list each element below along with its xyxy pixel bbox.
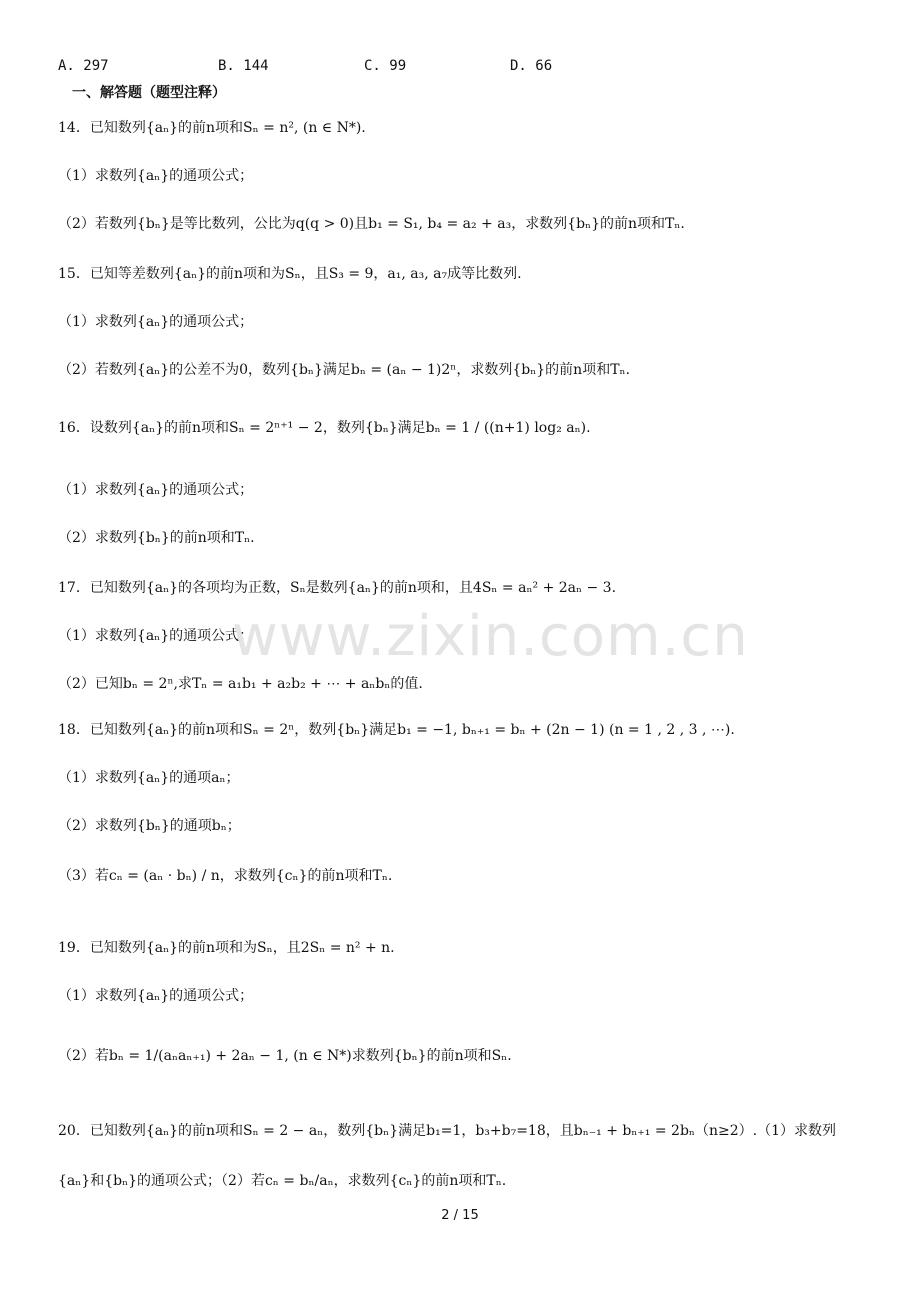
problem-19-part-2: （2）若bₙ = 1/(aₙaₙ₊₁) + 2aₙ − 1, (n ∈ N*)求数列{bₙ}的前n项和Sₙ. bbox=[58, 1048, 512, 1064]
problem-15-part-1: （1）求数列{aₙ}的通项公式； bbox=[58, 314, 254, 330]
section-title: 一、解答题（题型注释） bbox=[72, 85, 226, 101]
page-number: 2 / 15 bbox=[441, 1208, 479, 1223]
option-b: B. 144 bbox=[218, 58, 269, 74]
problem-17-part-2: （2）已知bₙ = 2ⁿ,求Tₙ = a₁b₁ + a₂b₂ + ⋯ + aₙbₙ的值. bbox=[58, 676, 423, 692]
problem-16-part-2: （2）求数列{bₙ}的前n项和Tₙ. bbox=[58, 530, 255, 546]
problem-18-part-2: （2）求数列{bₙ}的通项bₙ； bbox=[58, 818, 241, 834]
option-c: C. 99 bbox=[364, 58, 407, 74]
problem-16-part-1: （1）求数列{aₙ}的通项公式； bbox=[58, 482, 254, 498]
problem-18-part-3: （3）若cₙ = (aₙ · bₙ) / n，求数列{cₙ}的前n项和Tₙ. bbox=[58, 868, 393, 884]
problem-16-stem: 16．设数列{aₙ}的前n项和Sₙ = 2ⁿ⁺¹ − 2，数列{bₙ}满足bₙ = 1 / ((n+1) log₂ aₙ). bbox=[58, 420, 591, 436]
problem-18-part-1: （1）求数列{aₙ}的通项aₙ； bbox=[58, 770, 240, 786]
problem-20-text: 20．已知数列{aₙ}的前n项和Sₙ = 2 − aₙ，数列{bₙ}满足b₁=1，b₃+b₇=18，且bₙ₋₁ + bₙ₊₁ = 2bₙ（n≥2）.（1）求数列{aₙ}和{bₙ}的通项公式；（2）若cₙ = bₙ/aₙ，求数列{cₙ}的前n项和Tₙ. bbox=[58, 1123, 836, 1189]
option-d: D. 66 bbox=[510, 58, 553, 74]
problem-14-stem: 14．已知数列{aₙ}的前n项和Sₙ = n², (n ∈ N*). bbox=[58, 120, 366, 136]
problem-15-part-2: （2）若数列{aₙ}的公差不为0，数列{bₙ}满足bₙ = (aₙ − 1)2ⁿ，求数列{bₙ}的前n项和Tₙ. bbox=[58, 362, 631, 378]
problem-14-part-2: （2）若数列{bₙ}是等比数列，公比为q(q > 0)且b₁ = S₁, b₄ = a₂ + a₃，求数列{bₙ}的前n项和Tₙ. bbox=[58, 216, 685, 232]
problem-18-stem: 18．已知数列{aₙ}的前n项和Sₙ = 2ⁿ，数列{bₙ}满足b₁ = −1, bₙ₊₁ = bₙ + (2n − 1) (n = 1 , 2 , 3 , ⋯). bbox=[58, 722, 735, 738]
problem-15-stem: 15．已知等差数列{aₙ}的前n项和为Sₙ，且S₃ = 9，a₁, a₃, a₇成等比数列. bbox=[58, 266, 522, 282]
problem-14-part-1: （1）求数列{aₙ}的通项公式； bbox=[58, 168, 254, 184]
watermark-text: www.zixin.com.cn bbox=[232, 604, 749, 669]
problem-17-part-1: （1）求数列{aₙ}的通项公式； bbox=[58, 628, 254, 644]
problem-19-part-1: （1）求数列{aₙ}的通项公式； bbox=[58, 988, 254, 1004]
problem-19-stem: 19．已知数列{aₙ}的前n项和为Sₙ，且2Sₙ = n² + n. bbox=[58, 940, 395, 956]
option-a: A. 297 bbox=[58, 58, 109, 74]
problem-17-stem: 17．已知数列{aₙ}的各项均为正数，Sₙ是数列{aₙ}的前n项和，且4Sₙ = aₙ² + 2aₙ − 3. bbox=[58, 580, 617, 596]
